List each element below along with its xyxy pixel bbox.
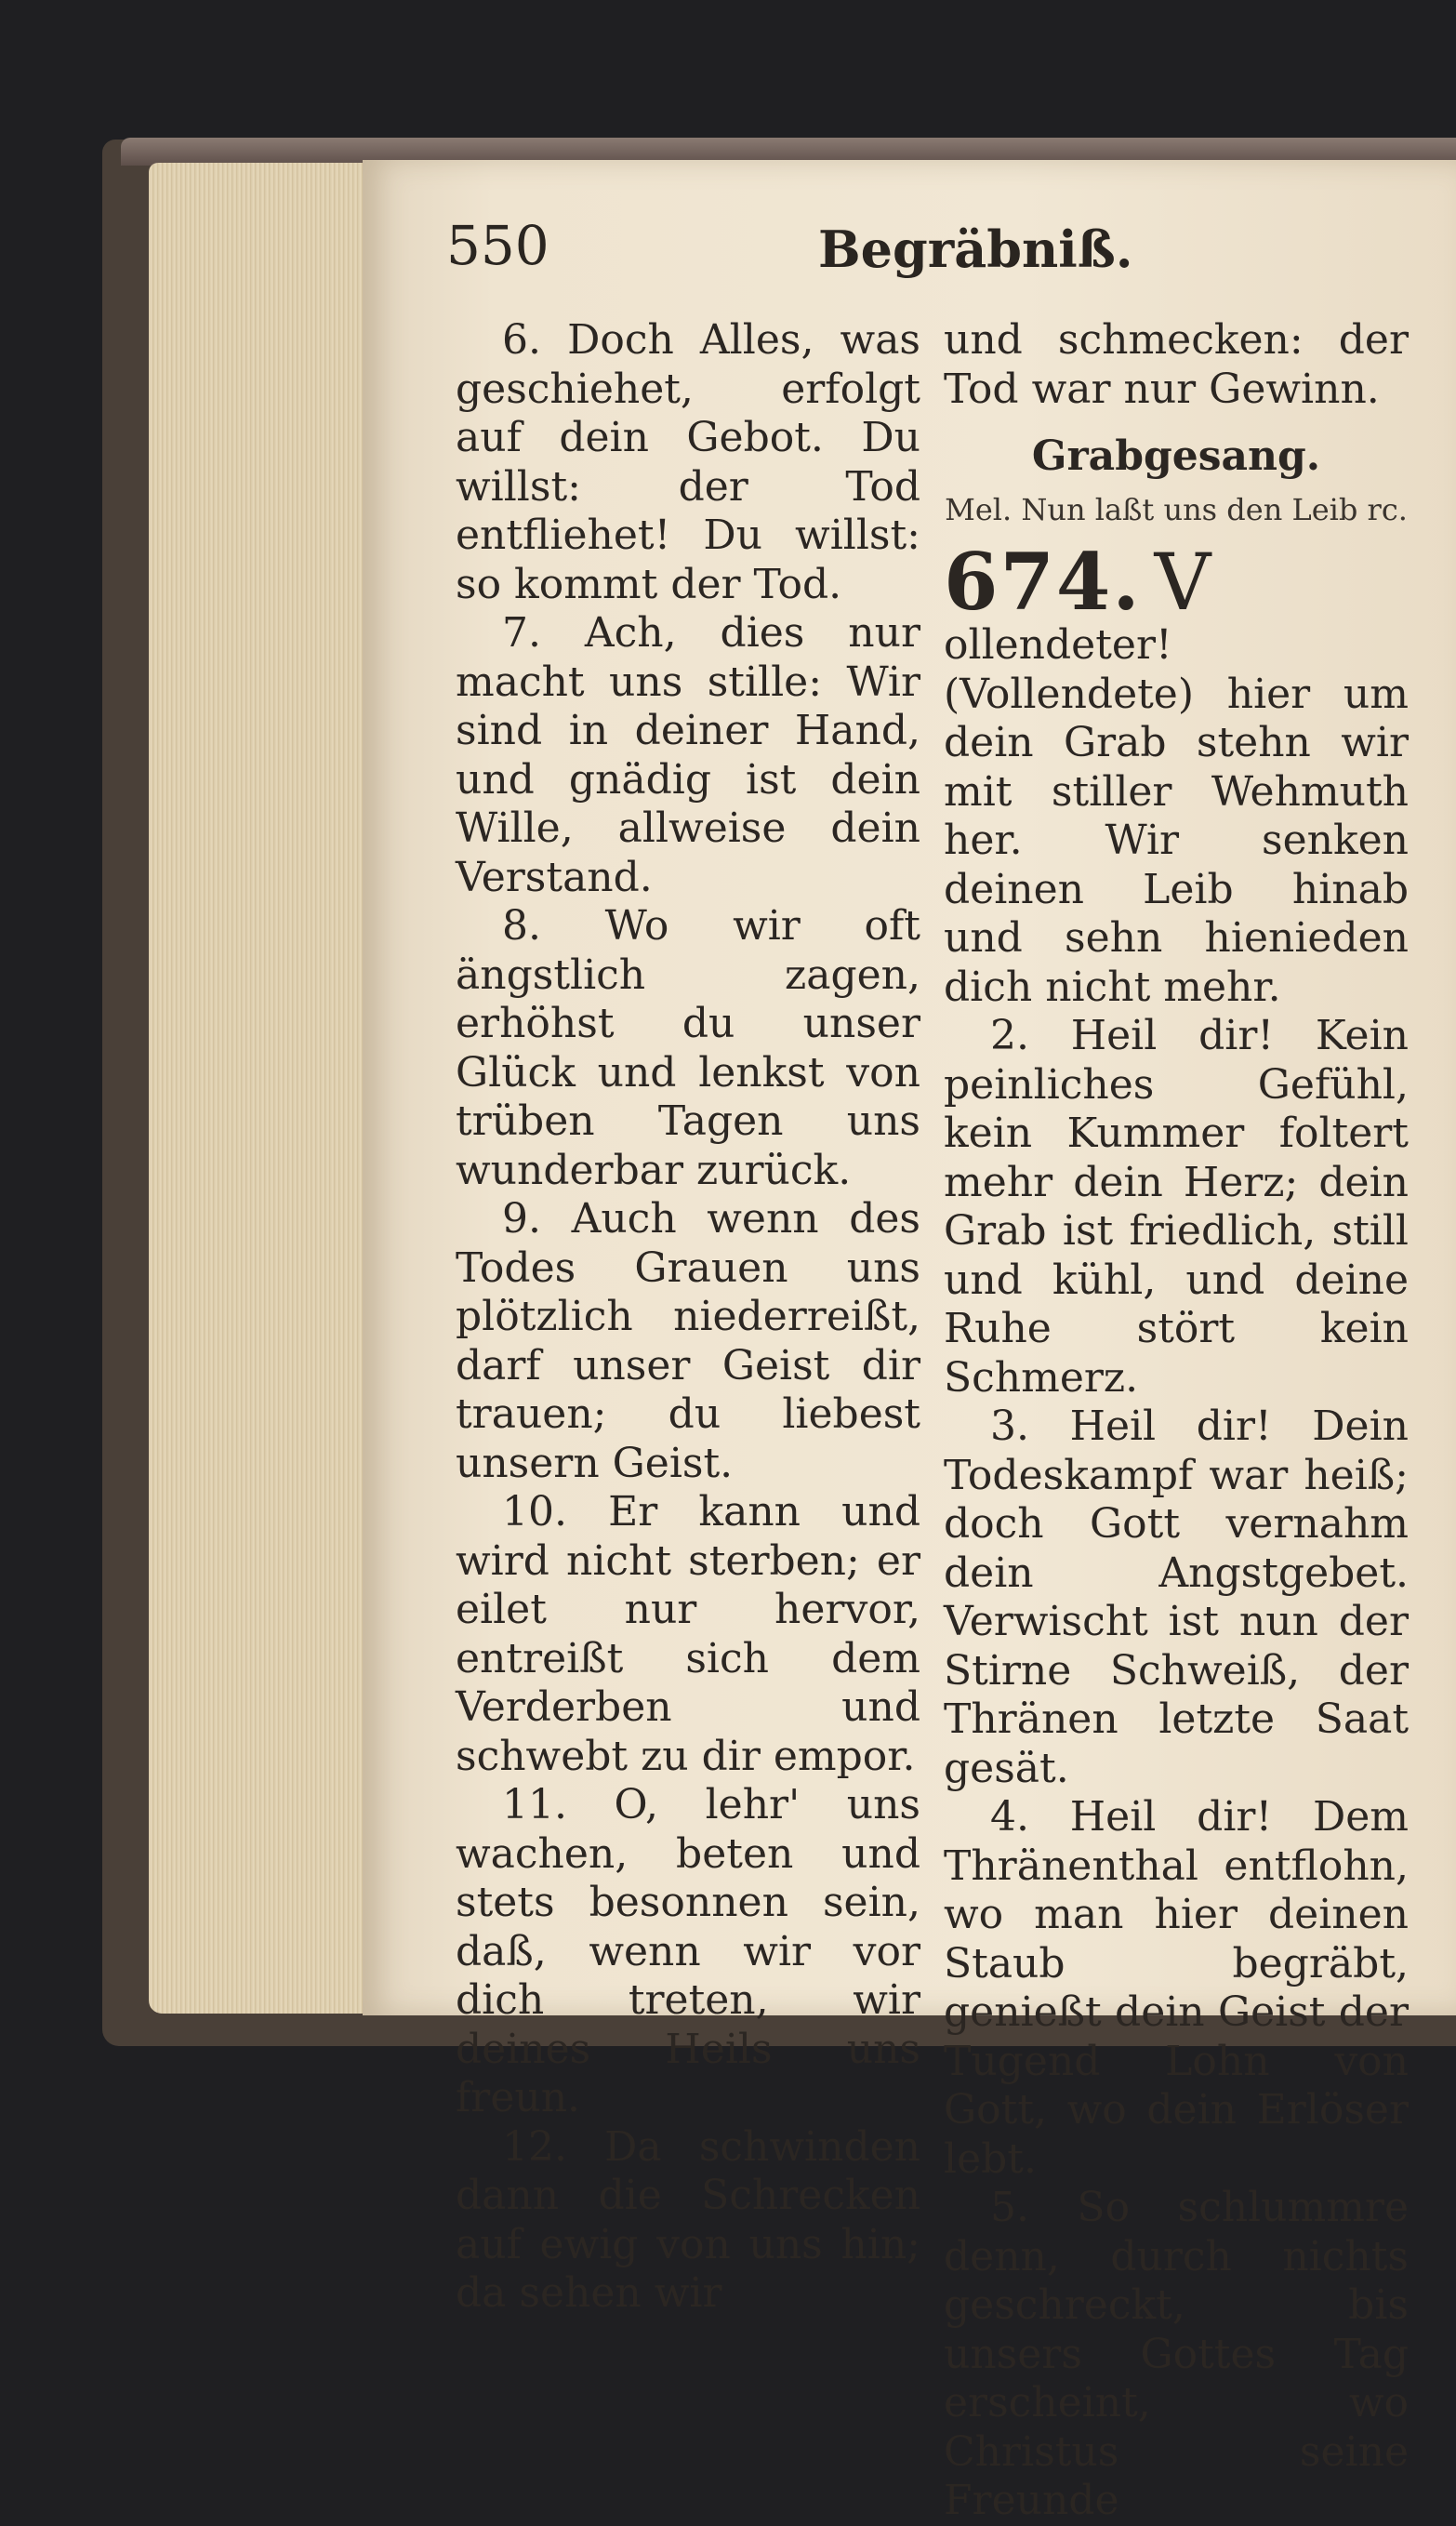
right-column bbox=[944, 316, 1409, 2526]
verse: 9. Auch wenn des Todes Grauen uns plötzlich niederreißt, darf unser Geist dir trauen; du liebest unsern Geist. bbox=[456, 1195, 920, 1487]
first-verse-text: ollendeter! (Vollendete) hier um dein Grab stehn wir mit stiller Wehmuth her. Wir senken deinen Leib hinab und sehn hienieden dich nicht mehr. bbox=[944, 621, 1409, 1011]
page-header bbox=[446, 214, 1404, 298]
verse: 7. Ach, dies nur macht uns stille: Wir sind in deiner Hand, und gnädig ist dein Wille, allweise dein Verstand. bbox=[456, 609, 920, 901]
verse: 5. So schlummre denn, durch nichts geschreckt, bis unsers Gottes Tag erscheint, wo Christus seine Freunde bbox=[944, 2184, 1409, 2524]
page-edges bbox=[149, 163, 372, 2014]
drop-cap: V bbox=[1154, 537, 1211, 628]
hymn-number: 674. bbox=[944, 536, 1142, 628]
hymn-first-verse bbox=[944, 536, 1409, 1012]
left-column bbox=[456, 316, 920, 2319]
running-head: Begräbniß. bbox=[818, 219, 1133, 279]
verse: 10. Er kann und wird nicht sterben; er eilet nur hervor, entreißt sich dem Verderben und schwebt zu dir empor. bbox=[456, 1488, 920, 1780]
verse: 3. Heil dir! Dein Todeskampf war heiß; doch Gott vernahm dein Angstgebet. Verwischt ist nun der Stirne Schweiß, der Thränen letzte Saat gesät. bbox=[944, 1403, 1409, 1792]
verse: 11. O, lehr' uns wachen, beten und stets besonnen sein, daß, wenn wir vor dich treten, wir deines Heils uns freun. bbox=[456, 1781, 920, 2121]
verse: 12. Da schwinden dann die Schrecken auf ewig von uns hin; da sehen wir bbox=[456, 2122, 920, 2317]
verse: 2. Heil dir! Kein peinliches Gefühl, kein Kummer foltert mehr dein Herz; dein Grab ist friedlich, still und kühl, und deine Ruhe stört kein Schmerz. bbox=[944, 1012, 1409, 1402]
verse-continuation: und schmecken: der Tod war nur Gewinn. bbox=[944, 316, 1409, 413]
verse: 8. Wo wir oft ängstlich zagen, erhöhst du unser Glück und lenkst von trüben Tagen uns wunderbar zurück. bbox=[456, 902, 920, 1194]
page-number: 550 bbox=[446, 214, 549, 277]
verse: 4. Heil dir! Dem Thränenthal entflohn, wo man hier deinen Staub begräbt, genießt dein Geist der Tugend Lohn von Gott, wo dein Erlöser lebt. bbox=[944, 1793, 1409, 2183]
hymn-title: Grabgesang. bbox=[1031, 432, 1321, 480]
hymn-melody: Mel. Nun laßt uns den Leib rc. bbox=[945, 491, 1408, 527]
verse: 6. Doch Alles, was geschiehet, erfolgt auf dein Gebot. Du willst: der Tod entfliehet! Du willst: so kommt der Tod. bbox=[456, 316, 920, 608]
